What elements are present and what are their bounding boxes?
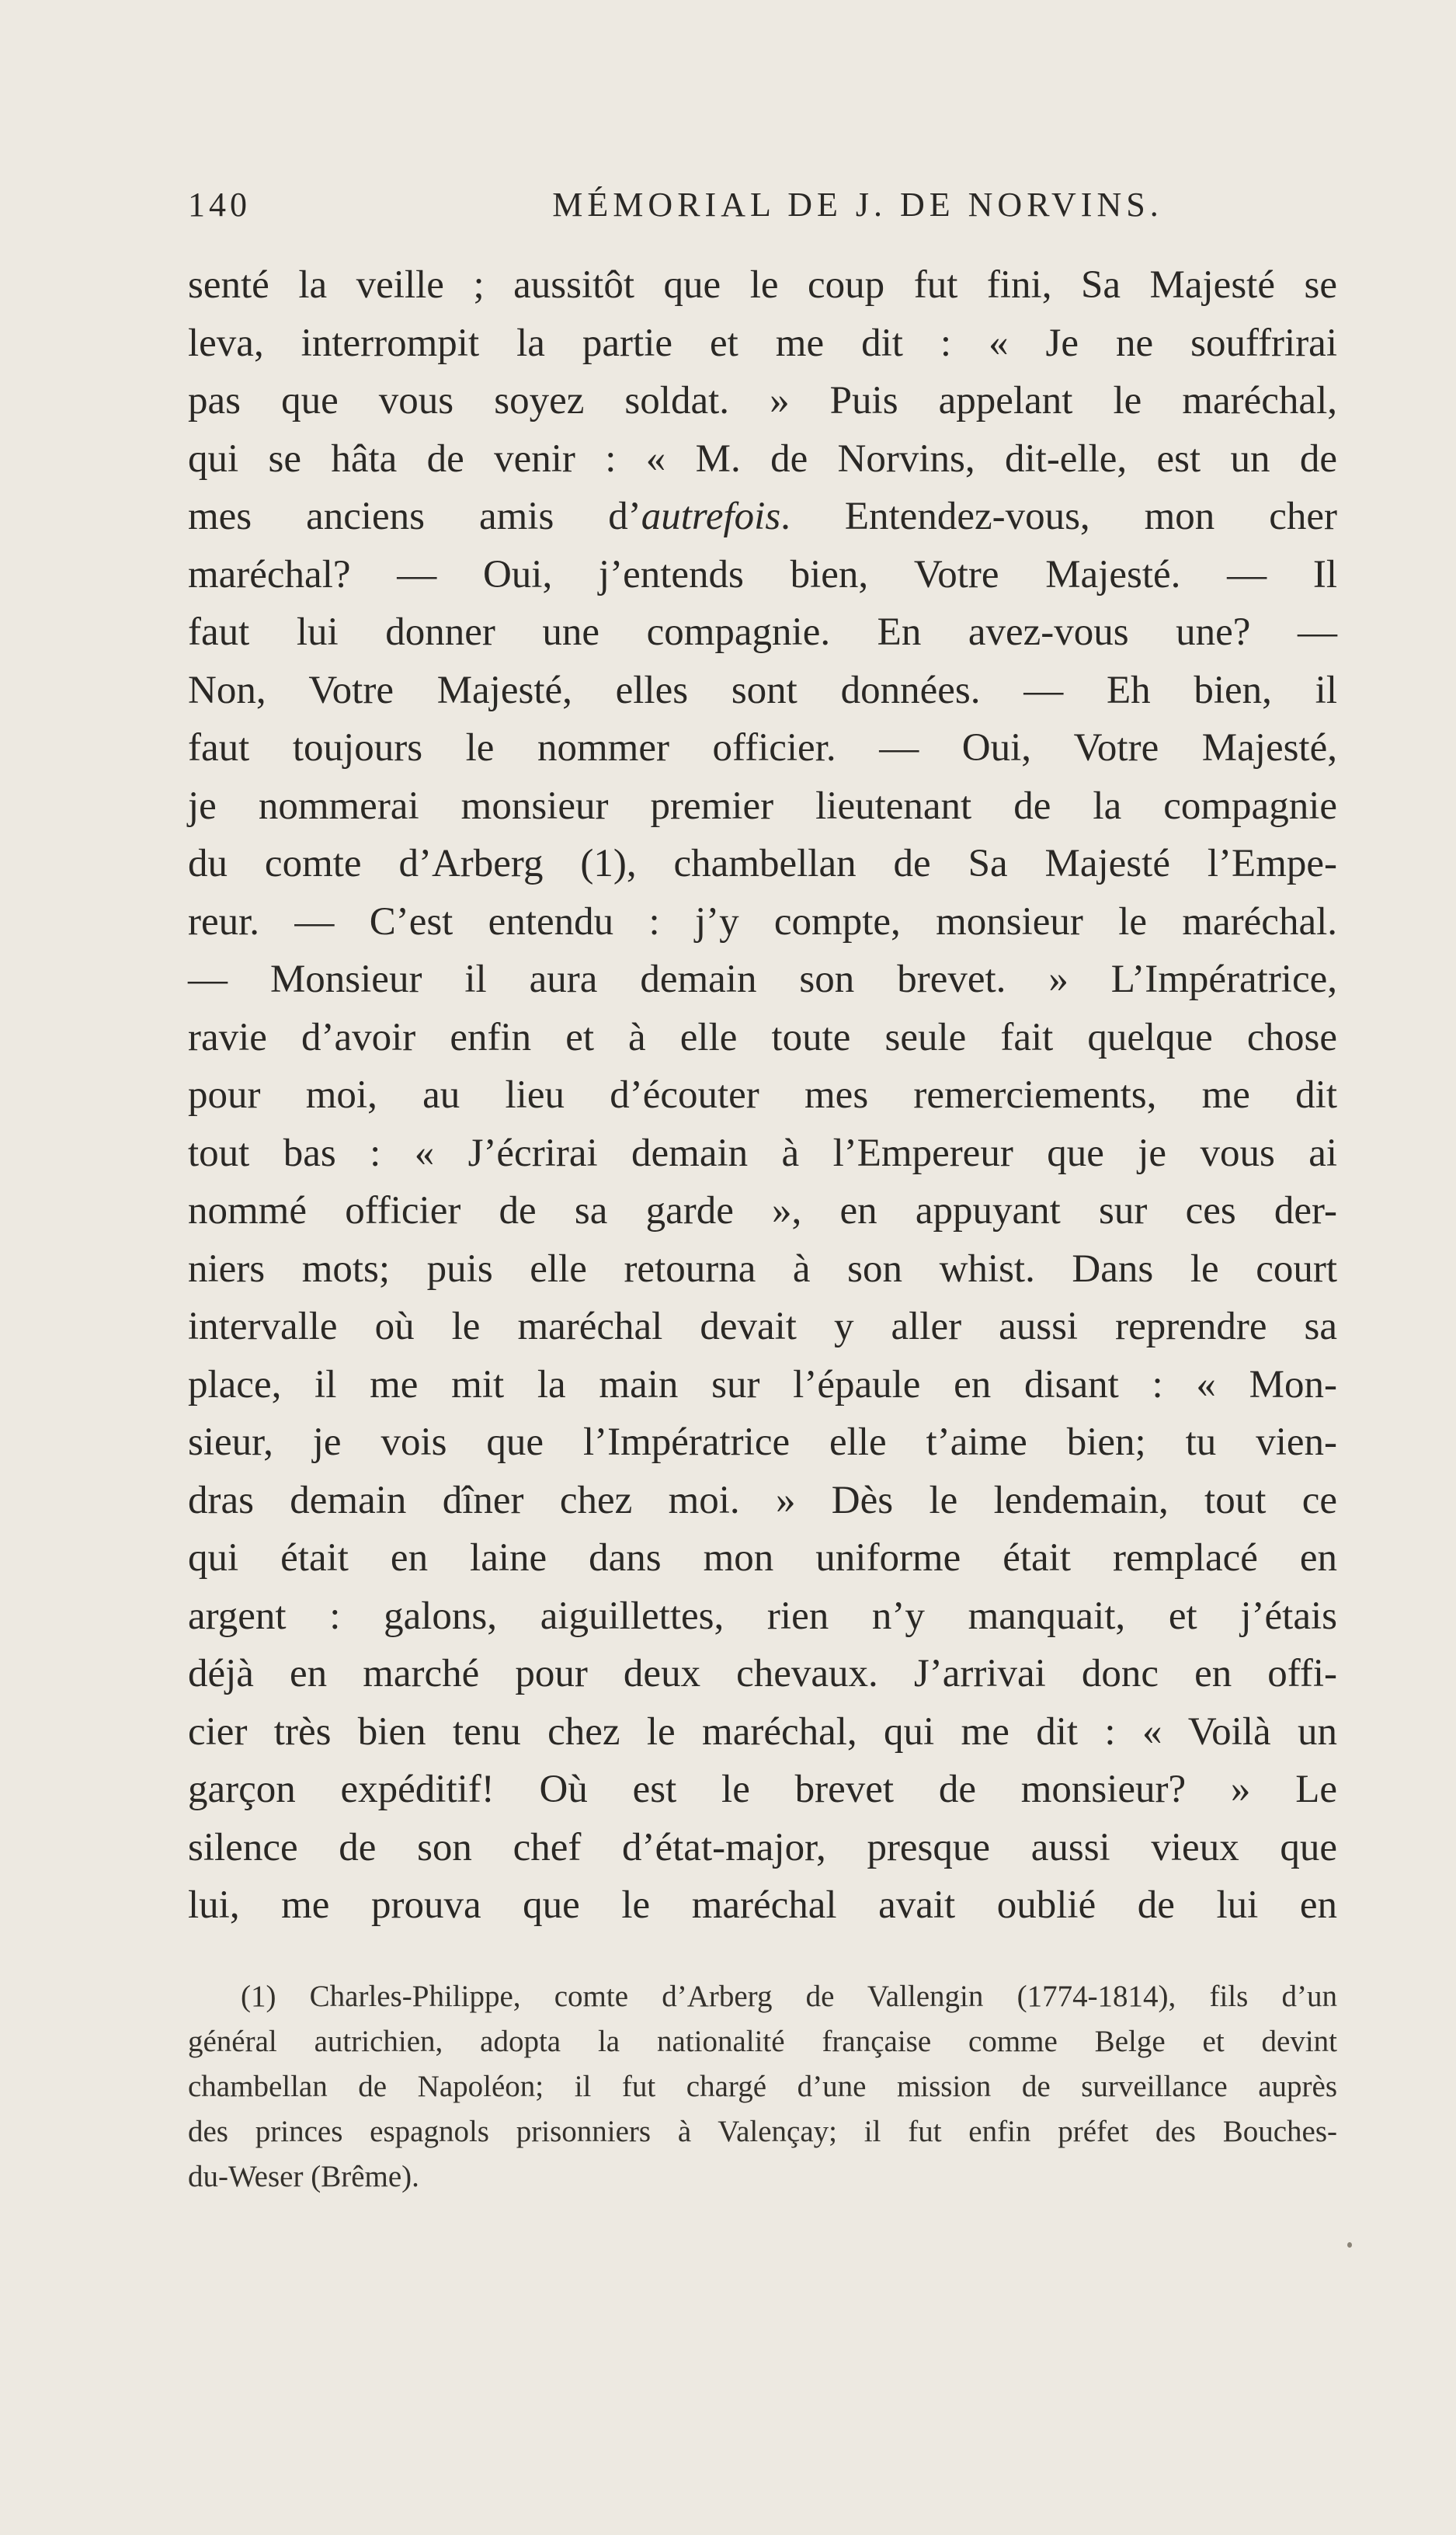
text-line: ravie d’avoir enfin et à elle toute seule fait quelque chose — [188, 1015, 1337, 1059]
text-line-with-italic — [188, 488, 1337, 546]
text-line: je nommerai monsieur premier lieutenant de la compagnie — [188, 784, 1337, 828]
footnote-line: chambellan de Napoléon; il fut chargé d’une mission de surveillance auprès — [188, 2070, 1337, 2103]
text-line: sieur, je vois que l’Impératrice elle t’aime bien; tu vien- — [188, 1421, 1337, 1464]
text-line: pas que vous soyez soldat. » Puis appelant le maréchal, — [188, 379, 1337, 422]
text-line: Non, Votre Majesté, elles sont données. — Eh bien, il — [188, 668, 1337, 712]
main-text — [188, 256, 1337, 1935]
text-line: niers mots; puis elle retourna à son whist. Dans le court — [188, 1247, 1337, 1291]
text-line: du comte d’Arberg (1), chambellan de Sa Majesté l’Empe- — [188, 842, 1337, 885]
running-head — [188, 185, 1310, 231]
text-line: nommé officier de sa garde », en appuyant sur ces der- — [188, 1189, 1337, 1233]
text-line: place, il me mit la main sur l’épaule en disant : « Mon- — [188, 1362, 1337, 1407]
text-segment: mes anciens amis d’ — [188, 495, 641, 538]
text-line: cier très bien tenu chez le maréchal, qui me dit : « Voilà un — [188, 1709, 1337, 1754]
text-line: pour moi, au lieu d’écouter mes remerciements, me dit — [188, 1073, 1337, 1117]
text-line: faut toujours le nommer officier. — Oui, Votre Majesté, — [188, 726, 1337, 770]
text-line: garçon expéditif! Où est le brevet de monsieur? » Le — [188, 1768, 1337, 1811]
text-segment: . Entendez-vous, mon cher — [780, 495, 1337, 538]
text-line: leva, interrompit la partie et me dit : « Je ne souffrirai — [188, 321, 1337, 365]
text-line: qui se hâta de venir : « M. de Norvins, dit-elle, est un de — [188, 436, 1337, 481]
text-line: dras demain dîner chez moi. » Dès le lendemain, tout ce — [188, 1478, 1337, 1522]
text-line: faut lui donner une compagnie. En avez-vous une? — — [188, 610, 1337, 654]
text-line: lui, me prouva que le maréchal avait oublié de lui en — [188, 1883, 1337, 1927]
paper-speck — [1347, 2242, 1352, 2248]
text-line: qui était en laine dans mon uniforme était remplacé en — [188, 1536, 1337, 1580]
text-line: argent : galons, aiguillettes, rien n’y manquait, et j’étais — [188, 1594, 1337, 1638]
text-line: tout bas : « J’écrirai demain à l’Empereur que je vous ai — [188, 1131, 1337, 1175]
footnote-line: du-Weser (Brême). — [188, 2160, 419, 2193]
footnote-line: général autrichien, adopta la nationalité française comme Belge et devint — [188, 2025, 1337, 2058]
page-number: 140 — [188, 186, 251, 224]
text-line: déjà en marché pour deux chevaux. J’arrivai donc en offi- — [188, 1652, 1337, 1695]
running-title: MÉMORIAL DE J. DE NORVINS. — [552, 186, 1163, 224]
text-line: silence de son chef d’état-major, presque aussi vieux que — [188, 1825, 1337, 1869]
footnote-line: des princes espagnols prisonniers à Valençay; il fut enfin préfet des Bouches- — [188, 2115, 1337, 2148]
text-line: reur. — C’est entendu : j’y compte, monsieur le maréchal. — [188, 899, 1337, 944]
text-line: senté la veille ; aussitôt que le coup fut fini, Sa Majesté se — [188, 263, 1337, 307]
footnote — [188, 1974, 1337, 2199]
italic-word: autrefois — [641, 495, 781, 538]
text-line: — Monsieur il aura demain son brevet. » L’Impératrice, — [188, 958, 1337, 1001]
text-line: maréchal? — Oui, j’entends bien, Votre Majesté. — Il — [188, 552, 1337, 596]
footnote-line: (1) Charles-Philippe, comte d’Arberg de Vallengin (1774-1814), fils d’un — [241, 1980, 1337, 2013]
text-line: intervalle où le maréchal devait y aller aussi reprendre sa — [188, 1305, 1337, 1348]
